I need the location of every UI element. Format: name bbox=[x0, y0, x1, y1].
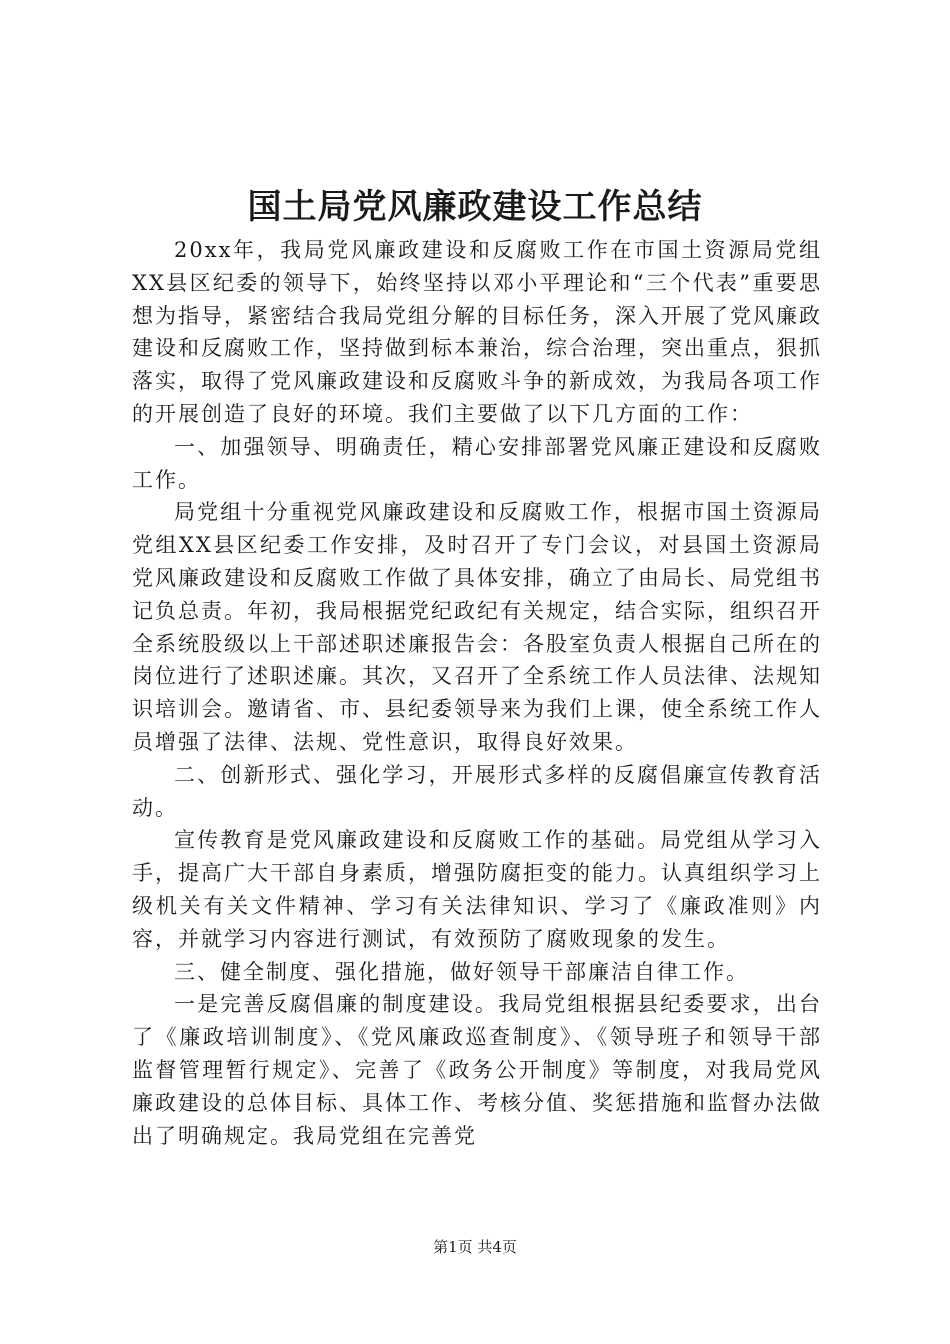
paragraph-section-3: 一是完善反腐倡廉的制度建设。我局党组根据县纪委要求，出台了《廉政培训制度》、《党风廉政巡查制度》、《领导班子和领导干部监督管理暂行规定》、完善了《政务公开制度》等制度，对我局党风廉政建设的总体目标、具体工作、考核分值、奖惩措施和监督办法做出了明确规定。我局党组在完善党 bbox=[132, 992, 822, 1148]
paragraph-intro: 20xx年，我局党风廉政建设和反腐败工作在市国土资源局党组XX县区纪委的领导下，始终坚持以邓小平理论和“三个代表”重要思想为指导，紧密结合我局党组分解的目标任务，深入开展了党风廉政建设和反腐败工作，坚持做到标本兼治，综合治理，突出重点，狠抓落实，取得了党风廉政建设和反腐败斗争的新成效，为我局各项工作的开展创造了良好的环境。我们主要做了以下几方面的工作： bbox=[132, 238, 822, 426]
heading-section-1: 一、加强领导、明确责任，精心安排部署党风廉正建设和反腐败工作。 bbox=[132, 434, 822, 492]
heading-section-3: 三、健全制度、强化措施，做好领导干部廉洁自律工作。 bbox=[174, 959, 749, 984]
paragraph-section-2: 宣传教育是党风廉政建设和反腐败工作的基础。局党组从学习入手，提高广大干部自身素质，增强防腐拒变的能力。认真组织学习上级机关有关文件精神、学习有关法律知识、学习了《廉政准则》内容，并就学习内容进行测试，有效预防了腐败现象的发生。 bbox=[132, 828, 822, 951]
document-title: 国土局党风廉政建设工作总结 bbox=[247, 187, 703, 227]
document-body bbox=[132, 234, 822, 1152]
heading-section-2: 二、创新形式、强化学习，开展形式多样的反腐倡廉宣传教育活动。 bbox=[132, 762, 822, 820]
paragraph-section-1: 局党组十分重视党风廉政建设和反腐败工作，根据市国土资源局党组XX县区纪委工作安排，及时召开了专门会议，对县国土资源局党风廉政建设和反腐败工作做了具体安排，确立了由局长、局党组书记负总责。年初，我局根据党纪政纪有关规定，结合实际，组织召开全系统股级以上干部述职述廉报告会：各股室负责人根据自己所在的岗位进行了述职述廉。其次，又召开了全系统工作人员法律、法规知识培训会。邀请省、市、县纪委领导来为我们上课，使全系统工作人员增强了法律、法规、党性意识，取得良好效果。 bbox=[132, 500, 822, 754]
page-footer: 第1页 共4页 bbox=[433, 1238, 517, 1256]
